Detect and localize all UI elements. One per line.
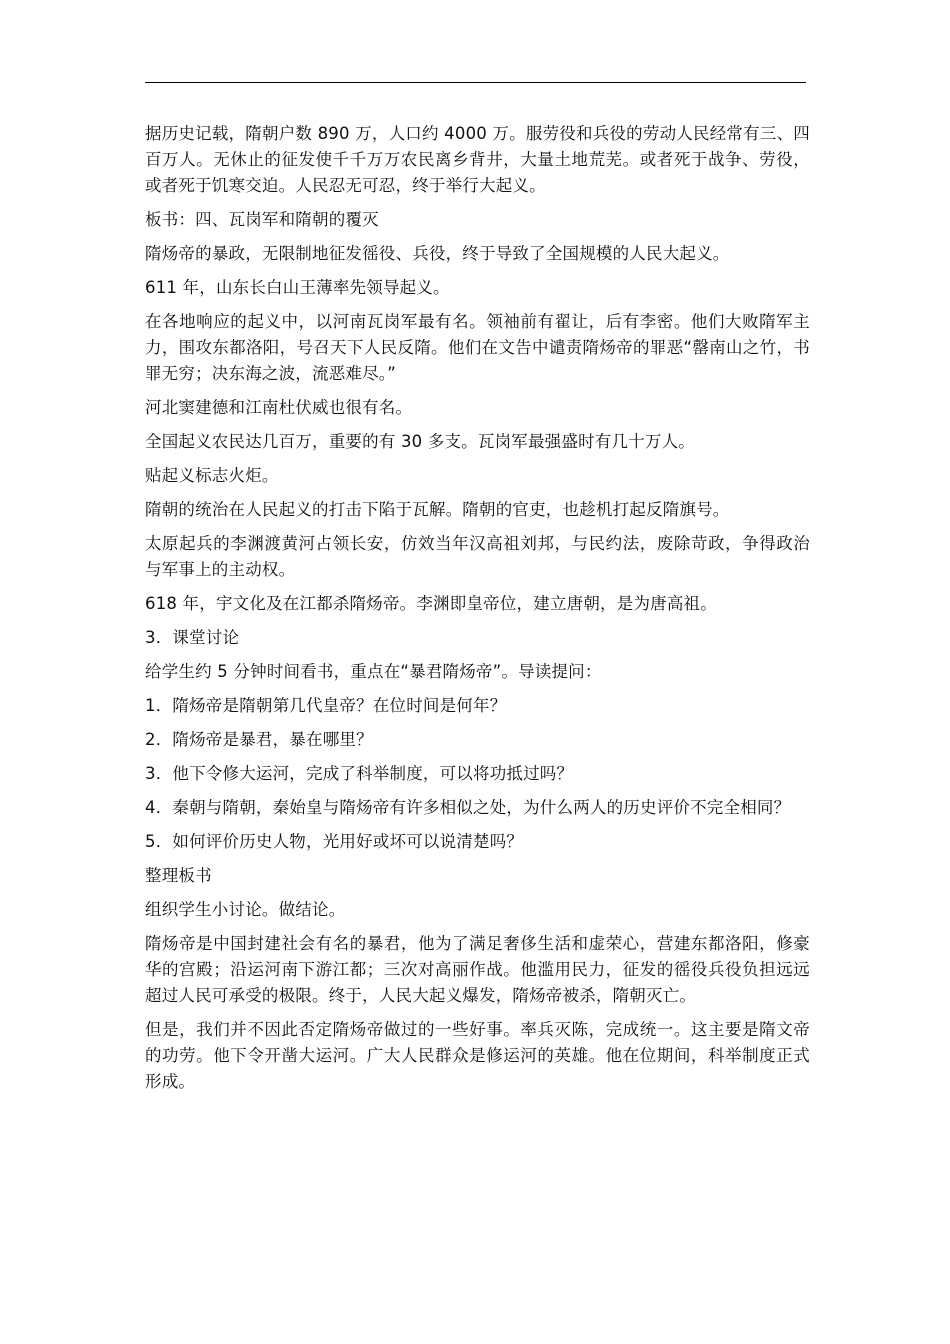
header-rule (145, 82, 806, 83)
question-2: 2．隋炀帝是暴君，暴在哪里？ (145, 730, 373, 749)
paragraph-hebei: 河北窦建德和江南杜伏威也很有名。 (145, 398, 413, 417)
paragraph-tyranny: 隋炀帝的暴政，无限制地征发徭役、兵役，终于导致了全国规模的人民大起义。 (145, 244, 730, 263)
paragraph-collapse: 隋朝的统治在人民起义的打击下陷于瓦解。隋朝的官吏，也趁机打起反隋旗号。 (145, 500, 730, 519)
paragraph-conclusion: 隋炀帝是中国封建社会有名的暴君，他为了满足奢侈生活和虚荣心，营建东都洛阳，修豪华的宫殿；沿运河南下游江都；三次对高丽作战。他滥用民力，征发的徭役兵役负担远远超过人民可承受的极限。终于，人民大起义爆发，隋炀帝被杀，隋朝灭亡。 (145, 934, 810, 1005)
paragraph-board-heading: 板书：四、瓦岗军和隋朝的覆灭 (145, 210, 379, 229)
paragraph-population: 据历史记载，隋朝户数 890 万，人口约 4000 万。服劳役和兵役的劳动人民经常有三、四百万人。无休止的征发使千千万万农民离乡背井，大量土地荒芜。或者死于战争、劳役，或者死于饥寒交迫。人民忍无可忍，终于举行大起义。 (145, 124, 810, 195)
paragraph-organize-board: 整理板书 (145, 866, 212, 885)
paragraph-wagang: 在各地响应的起义中，以河南瓦岗军最有名。领袖前有翟让，后有李密。他们大败隋军主力，围攻东都洛阳，号召天下人民反隋。他们在文告中谴责隋炀帝的罪恶“罄南山之竹，书罪无穷；决东海之波，流恶难尽。” (145, 312, 810, 383)
question-4: 4．秦朝与隋朝，秦始皇与隋炀帝有许多相似之处，为什么两人的历史评价不完全相同？ (145, 798, 791, 817)
paragraph-li-yuan: 太原起兵的李渊渡黄河占领长安，仿效当年汉高祖刘邦，与民约法，废除苛政，争得政治与军事上的主动权。 (145, 534, 810, 579)
document-body (145, 121, 810, 1103)
paragraph-however: 但是，我们并不因此否定隋炀帝做过的一些好事。率兵灭陈，完成统一。这主要是隋文帝的功劳。他下令开凿大运河。广大人民群众是修运河的英雄。他在位期间，科举制度正式形成。 (145, 1020, 810, 1091)
question-5: 5．如何评价历史人物，光用好或坏可以说清楚吗？ (145, 832, 524, 851)
paragraph-group-discussion: 组织学生小讨论。做结论。 (145, 900, 346, 919)
question-1: 1．隋炀帝是隋朝第几代皇帝？在位时间是何年？ (145, 696, 507, 715)
paragraph-618: 618 年，宇文化及在江都杀隋炀帝。李渊即皇帝位，建立唐朝，是为唐高祖。 (145, 594, 717, 613)
paragraph-611: 611 年，山东长白山王薄率先领导起义。 (145, 278, 450, 297)
paragraph-reading-guide: 给学生约 5 分钟时间看书，重点在“暴君隋炀帝”。导读提问： (145, 662, 602, 681)
paragraph-peasants: 全国起义农民达几百万，重要的有 30 多支。瓦岗军最强盛时有几十万人。 (145, 432, 695, 451)
question-3: 3．他下令修大运河，完成了科举制度，可以将功抵过吗？ (145, 764, 574, 783)
paragraph-discussion-heading: 3．课堂讨论 (145, 628, 240, 647)
paragraph-torch: 贴起义标志火炬。 (145, 466, 279, 485)
